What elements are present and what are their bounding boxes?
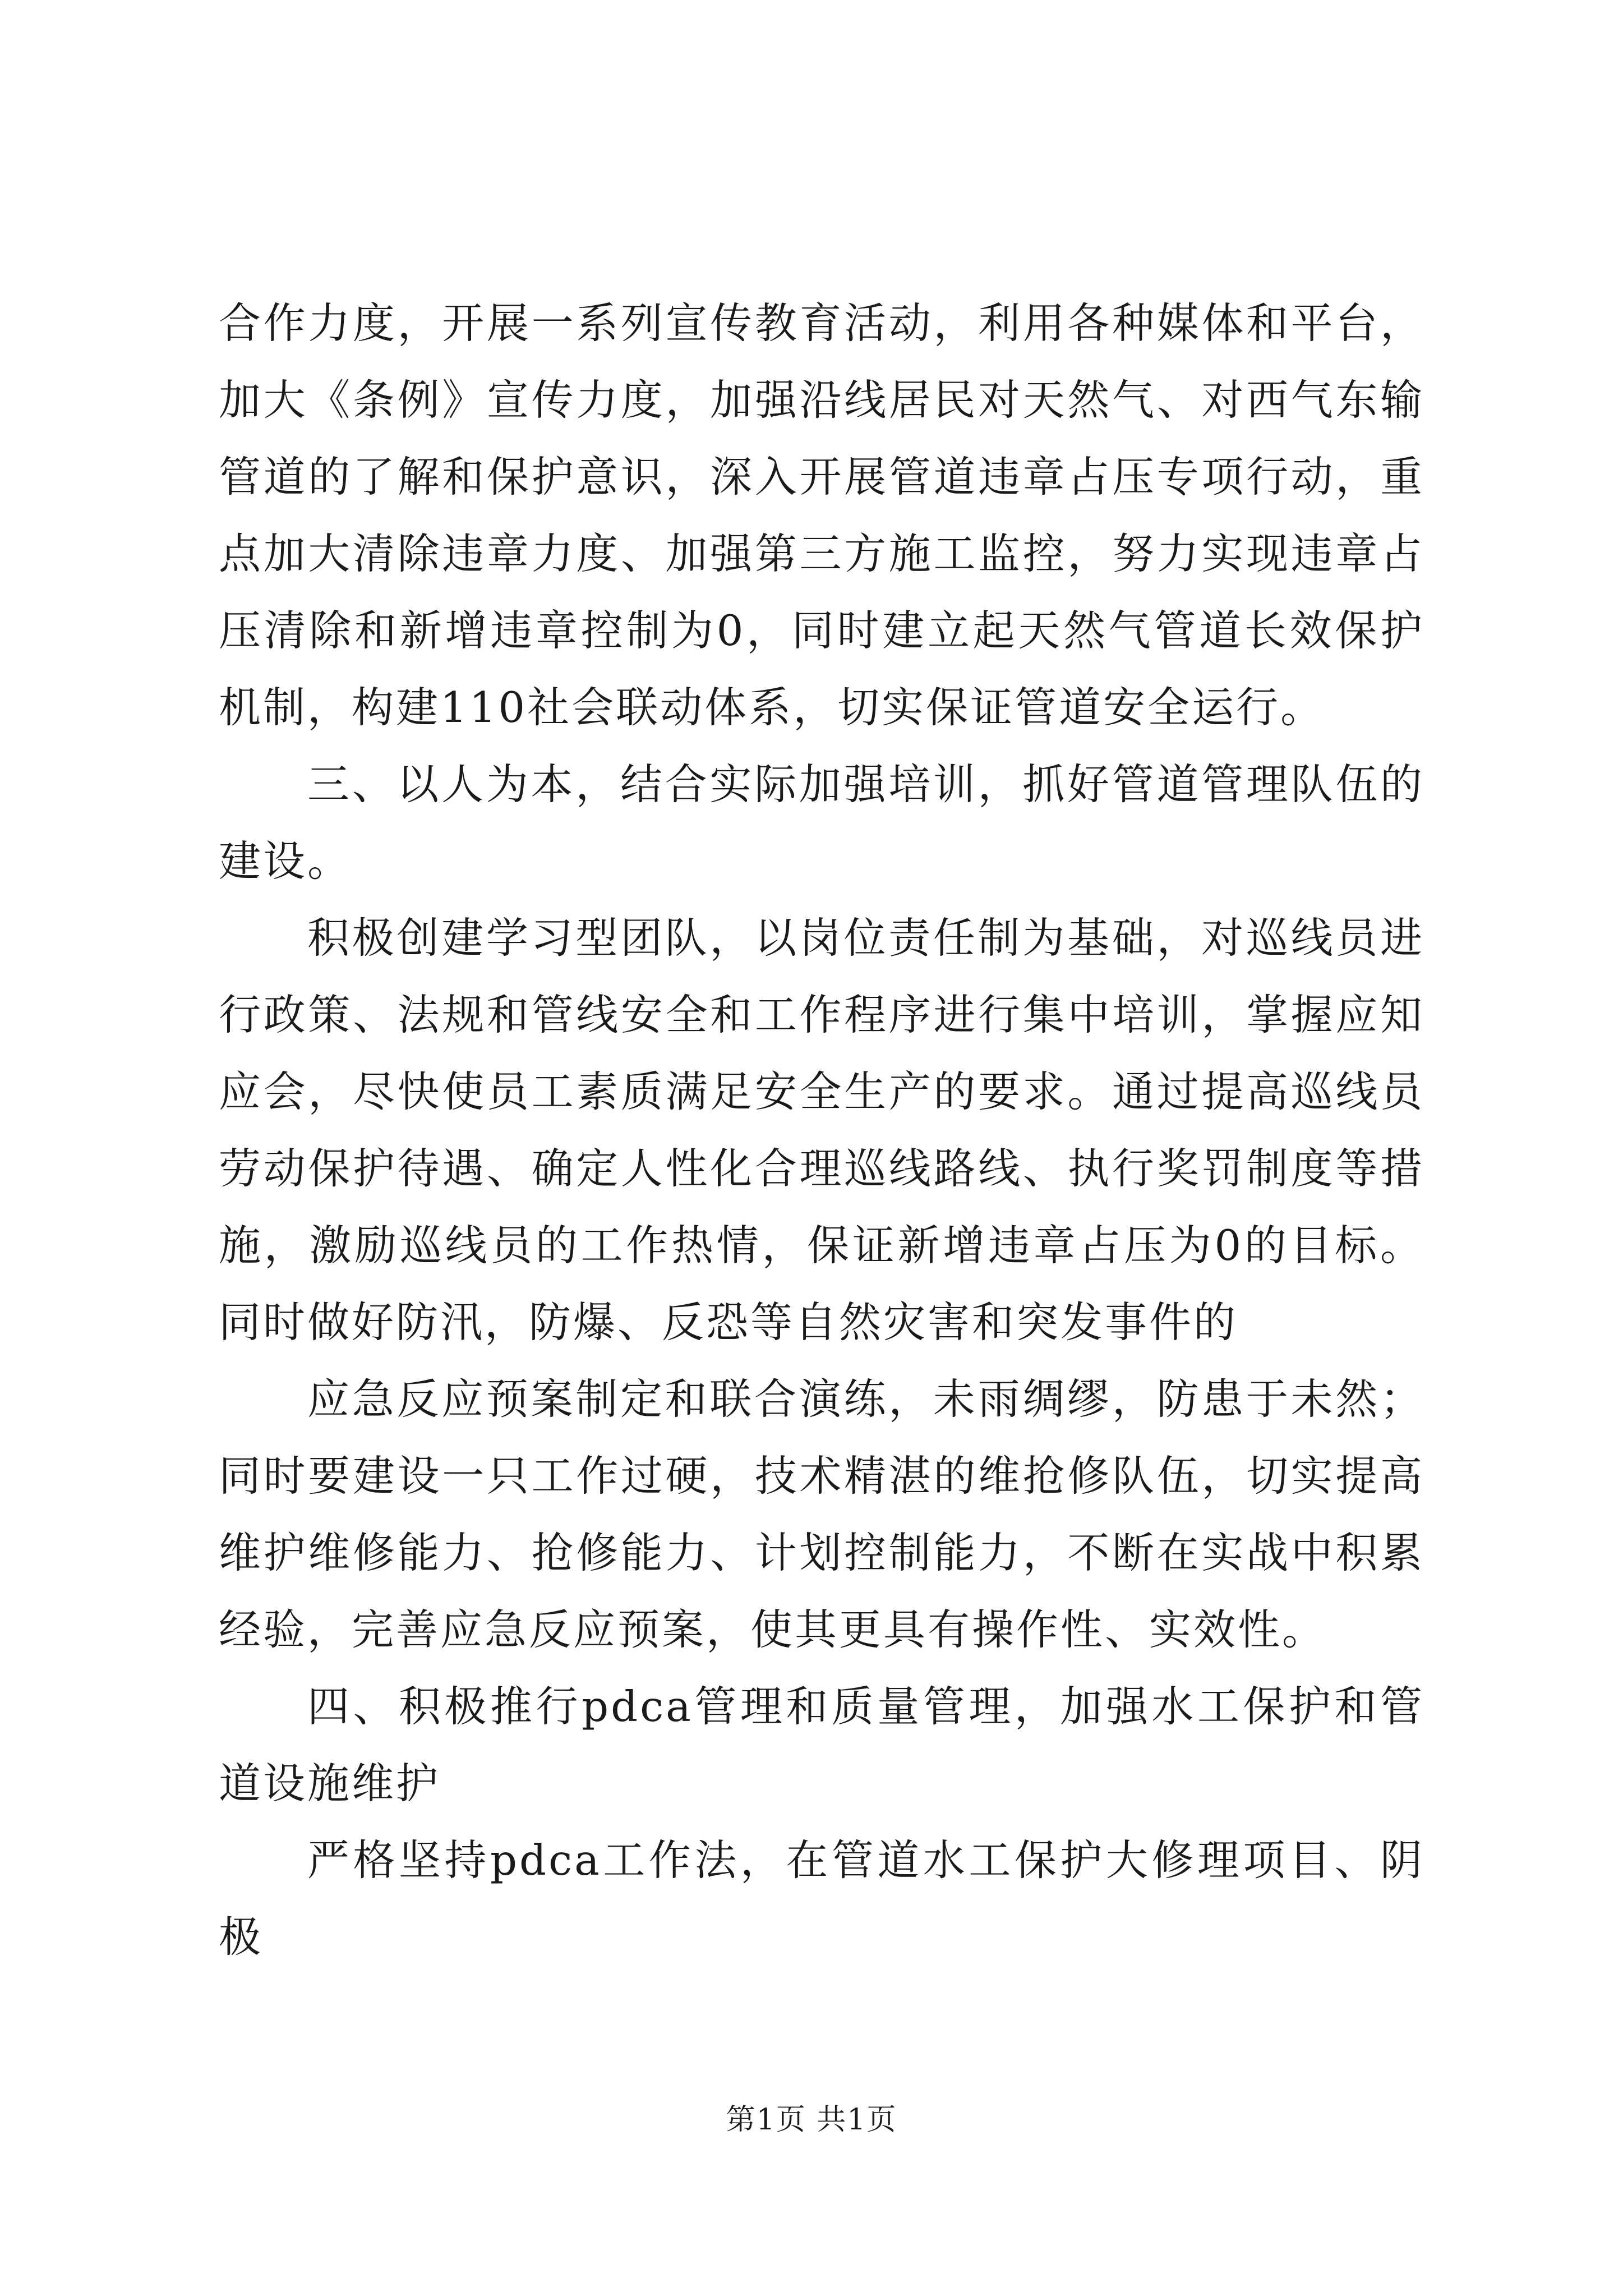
section-heading-3: 三、以人为本，结合实际加强培训，抓好管道管理队伍的建设。	[219, 760, 1424, 886]
paragraph-2: 积极创建学习型团队，以岗位责任制为基础，对巡线员进行政策、法规和管线安全和工作程序进行集中培训，掌握应知应会，尽快使员工素质满足安全生产的要求。通过提高巡线员劳动保护待遇、确定人性化合理巡线路线、执行奖罚制度等措施，激励巡线员的工作热情，保证新增违章占压为0的目标。同时做好防汛，防爆、反恐等自然灾害和突发事件的	[219, 913, 1424, 1347]
section-heading-4: 四、积极推行pdca管理和质量管理，加强水工保护和管道设施维护	[219, 1682, 1424, 1808]
document-body	[219, 285, 1424, 1976]
paragraph-1: 合作力度，开展一系列宣传教育活动，利用各种媒体和平台，加大《条例》宣传力度，加强沿线居民对天然气、对西气东输管道的了解和保护意识，深入开展管道违章占压专项行动，重点加大清除违章力度、加强第三方施工监控，努力实现违章占压清除和新增违章控制为0，同时建立起天然气管道长效保护机制，构建110社会联动体系，切实保证管道安全运行。	[219, 298, 1424, 732]
paragraph-3: 应急反应预案制定和联合演练，未雨绸缪，防患于未然；同时要建设一只工作过硬，技术精湛的维抢修队伍，切实提高维护维修能力、抢修能力、计划控制能力，不断在实战中积累经验，完善应急反应预案，使其更具有操作性、实效性。	[219, 1374, 1424, 1654]
paragraph-4: 严格坚持pdca工作法，在管道水工保护大修理项目、阴极	[219, 1835, 1424, 1962]
page-footer: 第1页 共1页	[726, 2103, 897, 2137]
